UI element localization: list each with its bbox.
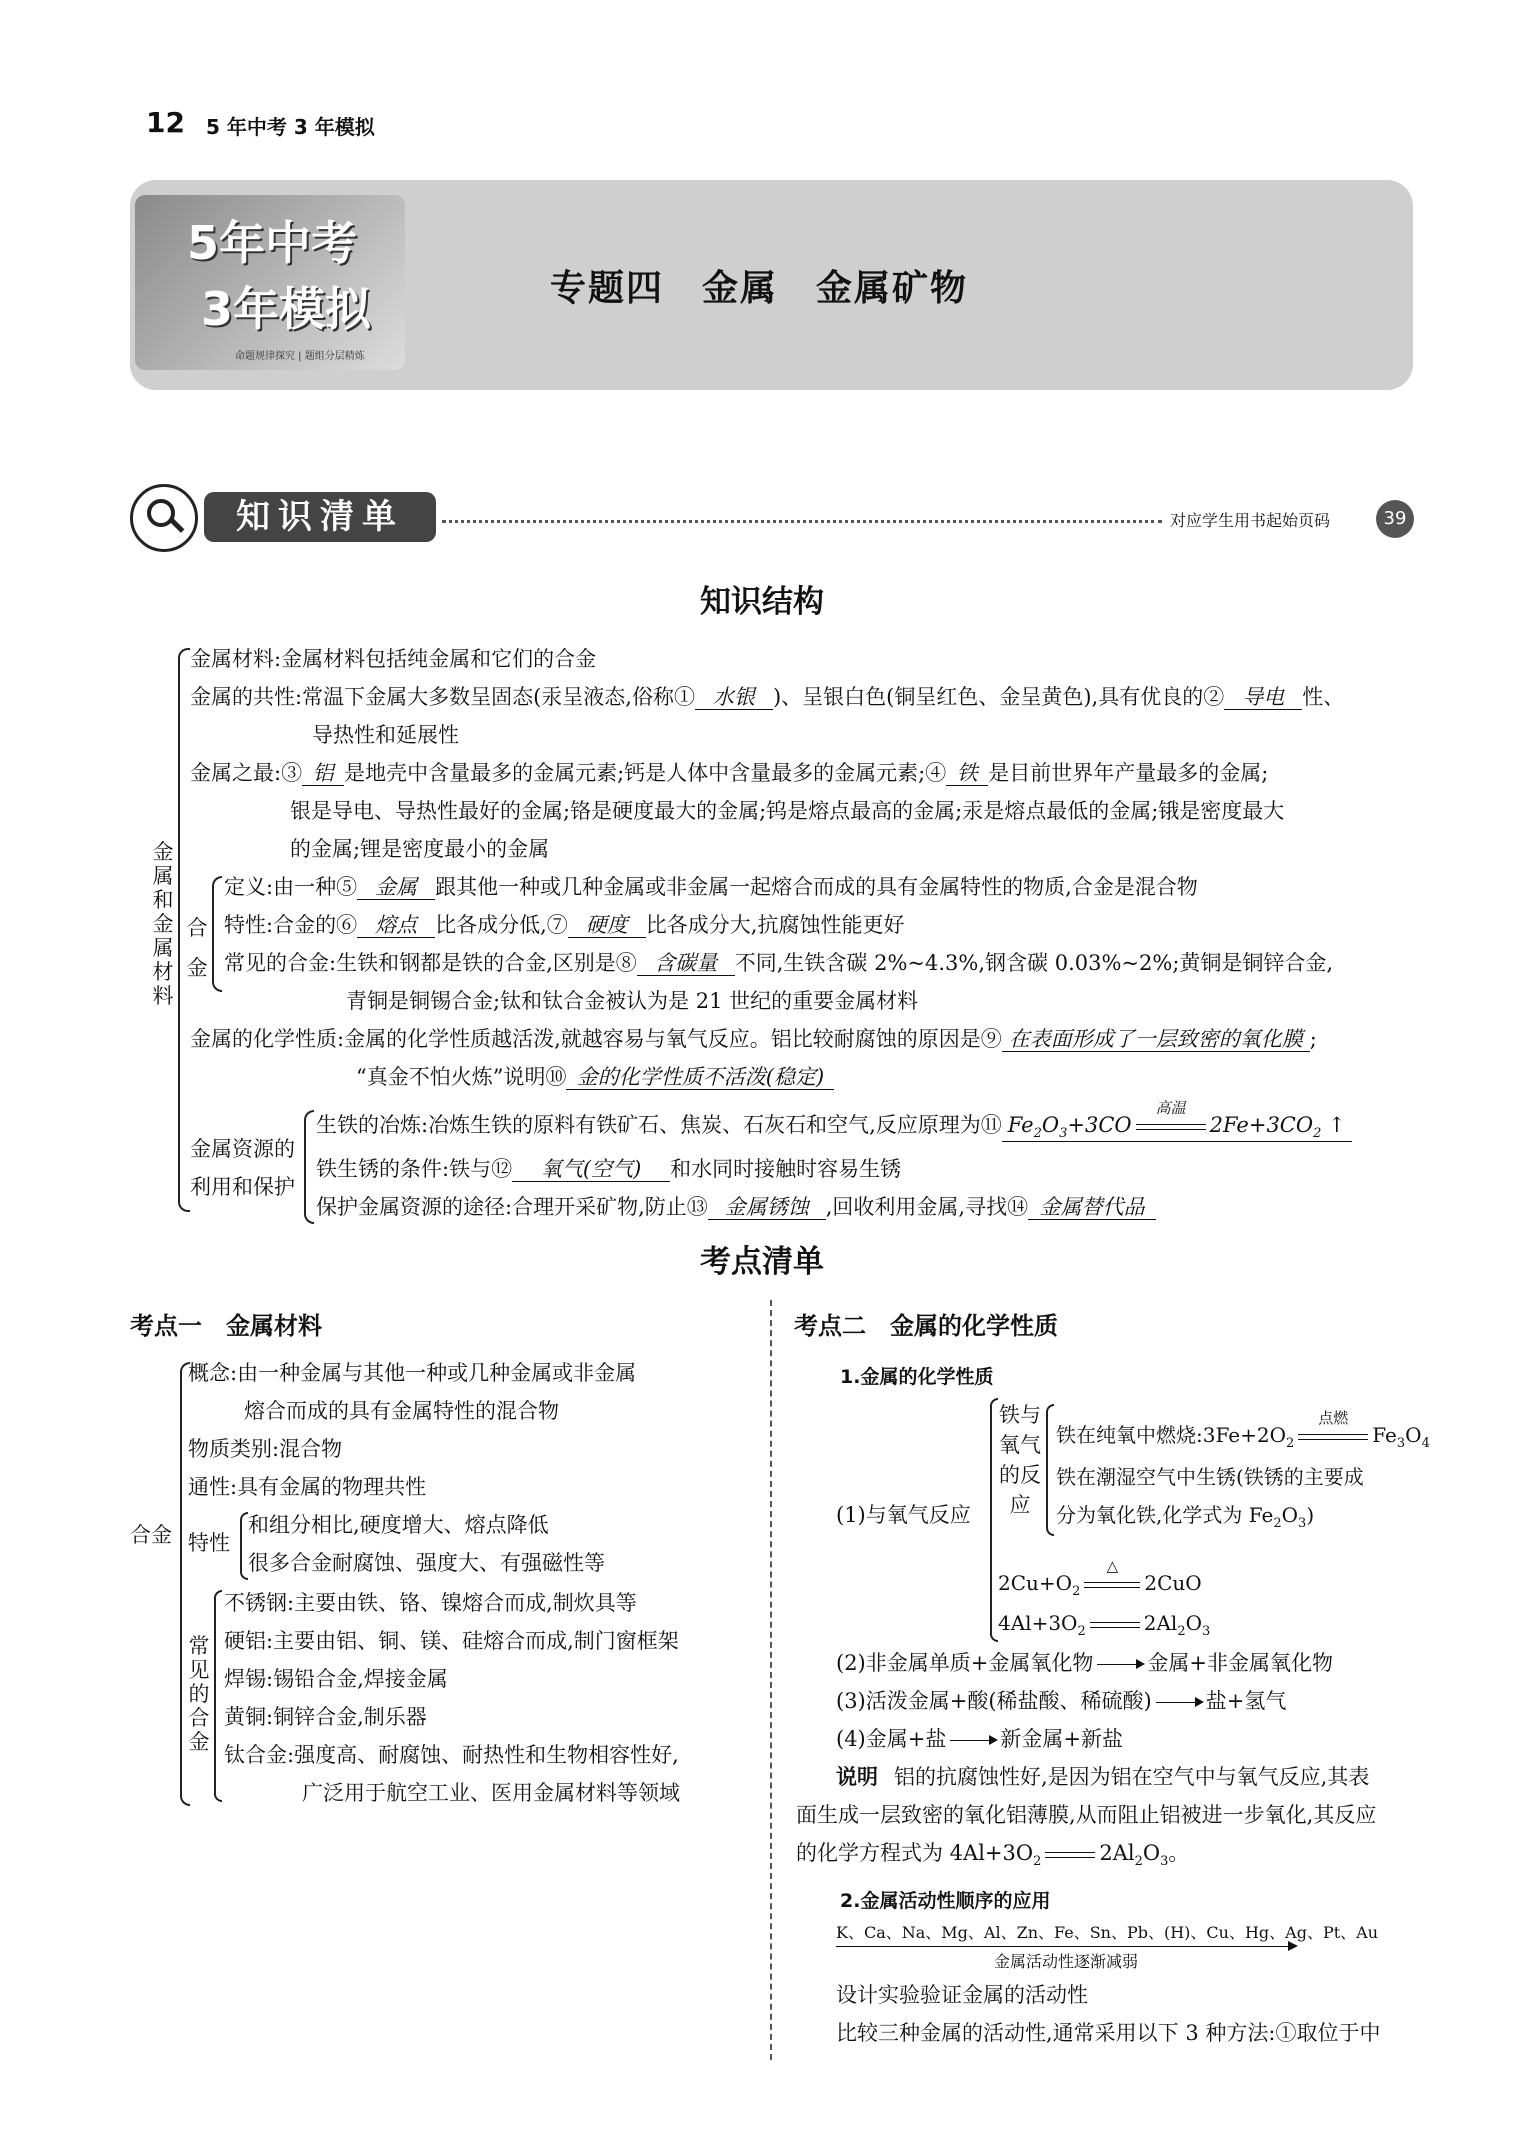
k1-alloy-1: 不锈钢:主要由铁、铬、镍熔合而成,制炊具等 (224, 1591, 637, 1615)
k2-fe-label: 铁与氧气的反应 (999, 1403, 1041, 1517)
k2-section-1: 1.金属的化学性质 (840, 1366, 994, 1388)
checklist-heading: 考点清单 (700, 1244, 824, 1280)
struct-line-4: 金属之最:③ 铝 是地壳中含量最多的金属元素;钙是人体中含量最多的金属元素;④ 铁 是目前世界年产量最多的金属; (190, 761, 1269, 785)
k1-concept-1: 概念:由一种金属与其他一种或几种金属或非金属 (188, 1361, 637, 1385)
k1-prop-2: 很多合金耐腐蚀、强度大、有强磁性等 (248, 1551, 605, 1575)
blank-7: 硬度 (568, 914, 646, 938)
k2-note-2: 面生成一层致密的氧化铝薄膜,从而阻止铝被进一步氧化,其反应 (796, 1803, 1377, 1827)
struct-line-5: 银是导电、导热性最好的金属;铬是硬度最大的金属;钨是熔点最高的金属;汞是熔点最低的金属;锇是密度最大 (290, 799, 1285, 823)
topic-banner (130, 180, 1413, 390)
k2-rule-4: (4)金属+盐 新金属+新盐 (836, 1727, 1123, 1751)
k1-common: 通性:具有金属的物理共性 (188, 1475, 427, 1499)
k1-prop-label: 特性 (188, 1531, 230, 1555)
resource-label-2: 利用和保护 (190, 1175, 295, 1199)
struct-line-12: “真金不怕火炼”说明⑩ 金的化学性质不活泼(稳定) (356, 1066, 834, 1090)
logo-subtitle: 命题规律探究 | 题组分层精炼 (235, 351, 365, 362)
logo-line2: 3年模拟 (201, 282, 372, 336)
banner-title: 专题四 金属 金属矿物 (550, 268, 969, 309)
k2-section-2: 2.金属活动性顺序的应用 (840, 1890, 1051, 1912)
k2-fe-brace (1046, 1404, 1054, 1536)
k1-common-alloy-label: 常见的合金 (188, 1634, 210, 1754)
blank-6: 熔点 (357, 914, 435, 938)
struct-line-9: 常见的合金:生铁和钢都是铁的合金,区别是⑧ 含碳量 不同,生铁含碳 2%~4.3%,钢含碳 0.03%~2%;黄铜是铜锌合金, (224, 951, 1334, 975)
struct-line-2: 金属的共性:常温下金属大多数呈固态(汞呈液态,俗称① 水银 )、呈银白色(铜呈红色、金呈黄色),具有优良的② 导电 性、 (190, 685, 1345, 709)
blank-5: 金属 (357, 876, 435, 900)
k1-alloy-3: 焊锡:锡铅合金,焊接金属 (224, 1667, 448, 1691)
dotted-rule (442, 520, 1162, 523)
magnifier-icon (130, 484, 198, 552)
k2-rule-2: (2)非金属单质+金属氧化物 金属+非金属氧化物 (836, 1651, 1333, 1675)
k1-prop-1: 和组分相比,硬度增大、熔点降低 (248, 1513, 549, 1537)
resource-label-1: 金属资源的 (190, 1137, 295, 1161)
alloy-brace (212, 876, 222, 992)
struct-line-8: 特性:合金的⑥ 熔点 比各成分低,⑦ 硬度 比各成分大,抗腐蚀性能更好 (224, 913, 905, 937)
k1-alloy-2: 硬铝:主要由铝、铜、镁、硅熔合而成,制门窗框架 (224, 1629, 679, 1653)
struct-line-13: 生铁的冶炼:冶炼生铁的原料有铁矿石、焦炭、石灰石和空气,反应原理为⑪ $Fe_2O_3+3CO$ 高温 $2Fe+3CO_2$ ↑ (316, 1114, 1352, 1142)
struct-line-1: 金属材料:金属材料包括纯金属和它们的合金 (190, 647, 597, 671)
k2-cu-equation: $2Cu+O_2$ △ 2CuO (998, 1556, 1202, 1599)
struct-line-10: 青铜是铜锡合金;钛和钛合金被认为是 21 世纪的重要金属材料 (346, 989, 919, 1013)
activity-series-metals: K、Ca、Na、Mg、Al、Zn、Fe、Sn、Pb、(H)、Cu、Hg、Ag、Pt、Au (836, 1923, 1378, 1942)
k2-rule-3: (3)活泼金属+酸(稀盐酸、稀硫酸) 盐+氢气 (836, 1689, 1287, 1713)
k2-note-1: 说明 铝的抗腐蚀性好,是因为铝在空气中与氧气反应,其表 (836, 1765, 1370, 1789)
k2-note-3: 的化学方程式为 $4Al+3O_2$ $2Al_2O_3$。 (796, 1841, 1190, 1870)
struct-line-15: 保护金属资源的途径:合理开采矿物,防止⑬ 金属锈蚀 ,回收利用金属,寻找⑭ 金属替代品 (316, 1196, 1156, 1220)
k2-oxygen-brace (990, 1398, 998, 1642)
resource-brace (304, 1110, 314, 1224)
k1-concept-2: 熔合而成的具有金属特性的混合物 (244, 1399, 559, 1423)
k1-title: 考点一 金属材料 (130, 1312, 322, 1340)
section-title: 知识清单 (204, 492, 436, 542)
root-label: 金属和金属材料 (152, 840, 174, 1008)
k1-prop-brace (240, 1512, 248, 1580)
k2-fe-line-3: 分为氧化铁,化学式为 $Fe_2O_3$) (1056, 1503, 1315, 1531)
logo-line1: 5年中考 (187, 216, 358, 270)
structure-heading: 知识结构 (700, 584, 824, 620)
page-ref-badge: 39 (1376, 500, 1414, 538)
k1-common-brace (214, 1590, 222, 1802)
blank-4: 铁 (946, 762, 988, 786)
k2-al-equation: $4Al+3O_2$ $2Al_2O_3$ (998, 1611, 1211, 1639)
k2-oxygen-label: (1)与氧气反应 (836, 1503, 971, 1527)
knowledge-list-header (130, 484, 435, 554)
k1-root: 合金 (130, 1523, 172, 1547)
k1-alloy-4: 黄铜:铜锌合金,制乐器 (224, 1705, 427, 1729)
blank-3: 铝 (302, 762, 344, 786)
blank-14: 金属替代品 (1028, 1196, 1156, 1220)
blank-1: 水银 (695, 686, 773, 710)
struct-line-6: 的金属;锂是密度最小的金属 (290, 837, 550, 861)
blank-9: 在表面形成了一层致密的氧化膜 (1002, 1028, 1310, 1052)
k2-fe-line-1: 铁在纯氧中燃烧$:3Fe+2O_2$ 点燃 $Fe_3O_4$ (1056, 1408, 1430, 1451)
k2-fe-line-2: 铁在潮湿空气中生锈(铁锈的主要成 (1056, 1465, 1364, 1489)
struct-line-7: 定义:由一种⑤ 金属 跟其他一种或几种金属或非金属一起熔合而成的具有金属特性的物质,合金是混合物 (224, 875, 1198, 899)
activity-series-caption: 金属活动性逐渐减弱 (993, 1952, 1138, 1971)
k1-alloy-6: 广泛用于航空工业、医用金属材料等领域 (302, 1781, 680, 1805)
k2-design: 设计实验验证金属的活动性 (836, 1983, 1088, 2007)
k1-type: 物质类别:混合物 (188, 1437, 343, 1461)
k1-alloy-5: 钛合金:强度高、耐腐蚀、耐热性和生物相容性好, (224, 1743, 679, 1767)
activity-series-arrow (836, 1946, 1296, 1947)
page-number: 12 (146, 106, 185, 139)
blank-12: 氧气(空气) (512, 1158, 670, 1182)
struct-line-11: 金属的化学性质:金属的化学性质越活泼,就越容易与氧气反应。铝比较耐腐蚀的原因是⑨ 在表面形成了一层致密的氧化膜 ; (190, 1027, 1317, 1051)
alloy-label: 合金 (186, 916, 208, 980)
struct-line-14: 铁生锈的条件:铁与⑫ 氧气(空气) 和水同时接触时容易生锈 (316, 1157, 902, 1181)
k2-title: 考点二 金属的化学性质 (794, 1312, 1058, 1340)
page-ref-label: 对应学生用书起始页码 (1170, 511, 1331, 530)
banner-logo (135, 195, 405, 370)
blank-8: 含碳量 (637, 952, 735, 976)
activity-series (836, 1920, 1378, 1972)
blank-2: 导电 (1224, 686, 1302, 710)
column-divider (770, 1300, 772, 2060)
struct-line-3: 导热性和延展性 (312, 723, 459, 747)
k2-compare: 比较三种金属的活动性,通常采用以下 3 种方法:①取位于中 (836, 2021, 1381, 2045)
blank-13: 金属锈蚀 (708, 1196, 826, 1220)
equation-11: $Fe_2O_3+3CO$ 高温 $2Fe+3CO_2$ ↑ (1002, 1114, 1352, 1142)
blank-10: 金的化学性质不活泼(稳定) (566, 1066, 834, 1090)
book-title: 5 年中考 3 年模拟 (206, 115, 375, 139)
